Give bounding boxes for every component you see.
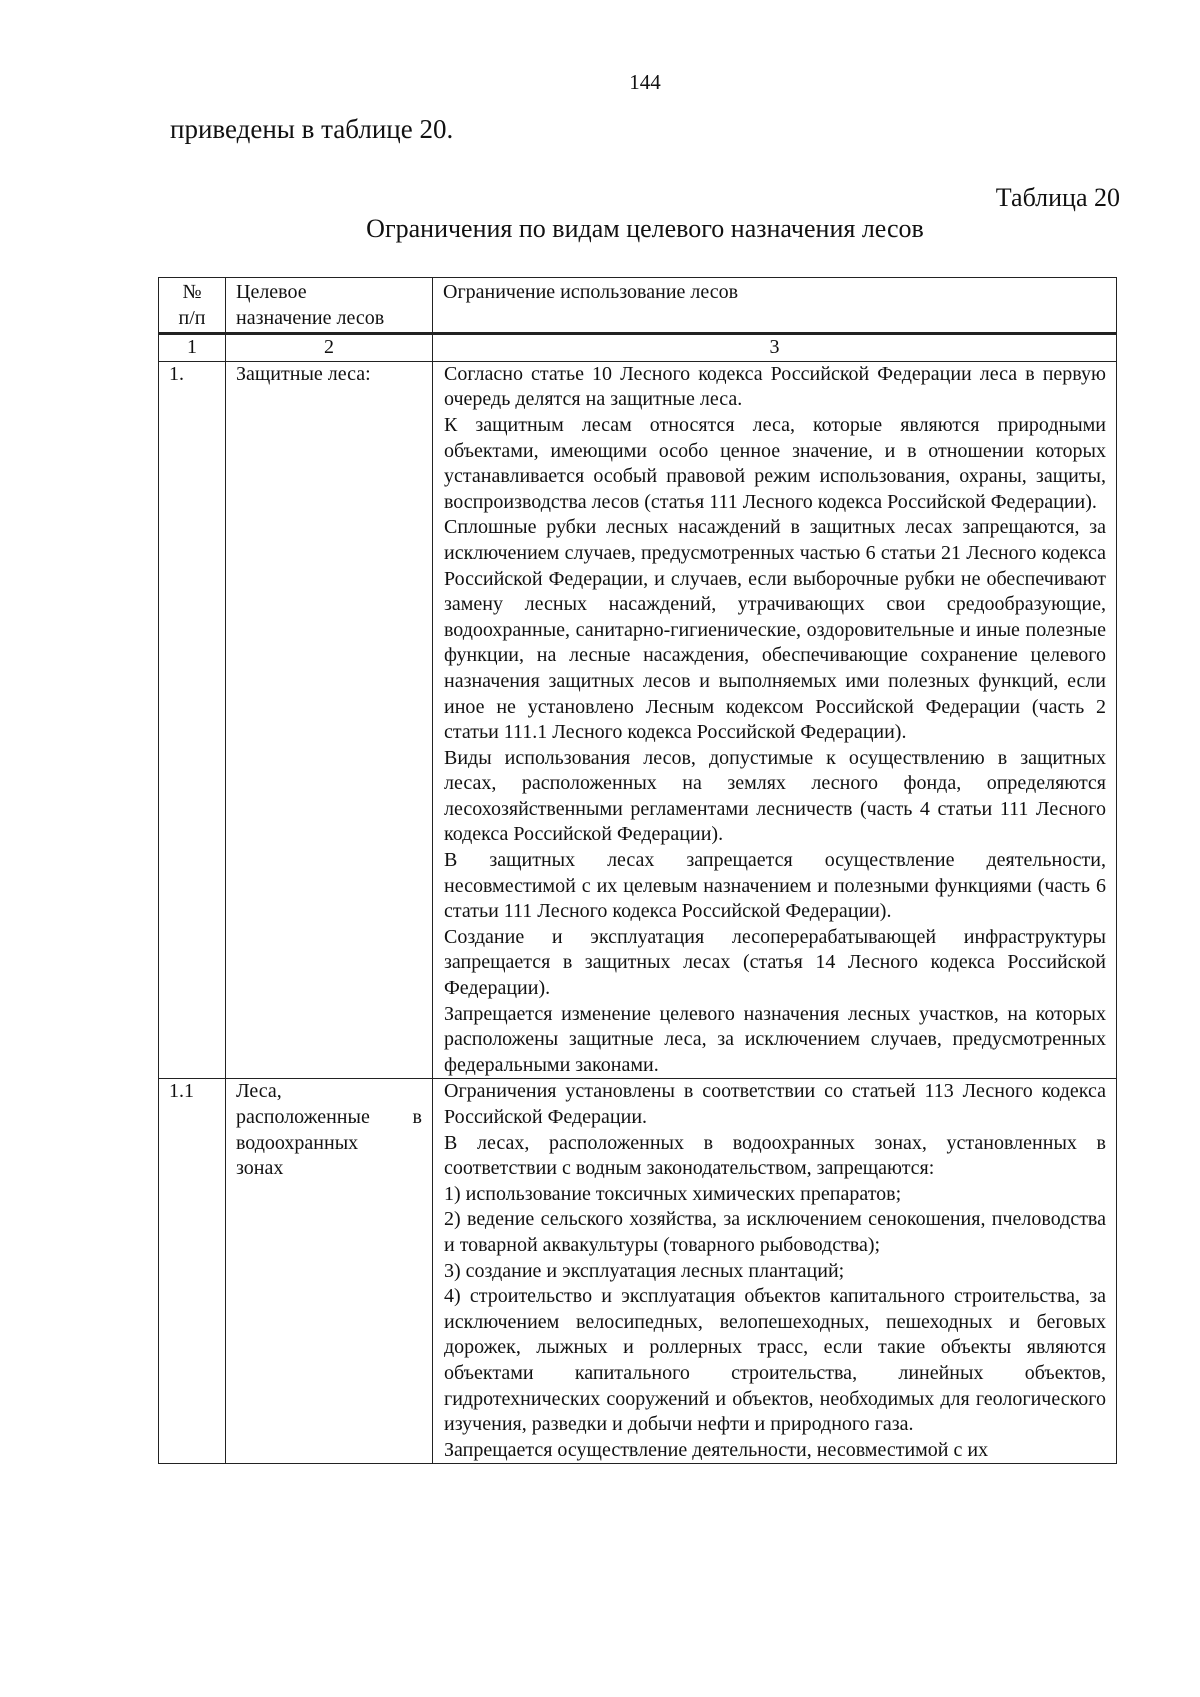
restriction-paragraph: Согласно статье 10 Лесного кодекса Российской Федерации леса в первую очередь делятся на защитные леса.: [444, 362, 1106, 411]
column-number-row: [159, 334, 1117, 362]
restriction-paragraph: Создание и эксплуатация лесоперерабатывающей инфраструктуры запрещается в защитных лесах (статья 14 Лесного кодекса Российской Федерации).: [444, 925, 1106, 1000]
row-purpose-line2: расположенные в: [236, 1106, 422, 1128]
table-row: [159, 1079, 1117, 1464]
restriction-paragraph: В лесах, расположенных в водоохранных зонах, установленных в соответствии с водным законодательством, запрещаются:: [444, 1131, 1106, 1180]
row-restriction-text: [433, 1079, 1117, 1464]
column-number-1: 1: [159, 334, 226, 362]
row-purpose-line1: Леса,: [236, 1080, 282, 1103]
restriction-paragraph: Ограничения установлены в соответствии со статьей 113 Лесного кодекса Российской Федерации.: [444, 1080, 1106, 1128]
restriction-paragraph: Виды использования лесов, допустимые к осуществлению в защитных лесах, расположенных на землях лесного фонда, определяются лесохозяйственными регламентами лесничеств (часть 4 статьи 111 Лесного кодекса Российской Федерации).: [444, 746, 1106, 846]
restriction-paragraph: 2) ведение сельского хозяйства, за исключением сенокошения, пчеловодства и товарной аквакультуры (товарного рыбоводства);: [444, 1208, 1106, 1256]
restriction-paragraph: К защитным лесам относятся леса, которые являются природными объектами, имеющими особо ценное значение, и в отношении которых устанавливается особый правовой режим использования, охраны, защиты, воспроизводства лесов (статья 111 Лесного кодекса Российской Федерации).: [444, 413, 1106, 513]
restrictions-table: [158, 277, 1117, 1464]
restriction-paragraph: Сплошные рубки лесных насаждений в защитных лесах запрещаются, за исключением случаев, предусмотренных частью 6 статьи 21 Лесного кодекса Российской Федерации, и случаев, если выборочные рубки не обеспечивают замену лесных насаждений, утрачивающих свои средообразующие, водоохранные, санитарно-гигиенические, оздоровительные и иные полезные функции, на лесные насаждения, обеспечивающие сохранение целевого назначения защитных лесов и выполняемых ими полезных функций, если иное не установлено Лесным кодексом Российской Федерации (часть 2 статьи 111.1 Лесного кодекса Российской Федерации).: [444, 516, 1106, 744]
header-number-cell: [159, 278, 226, 334]
row-purpose-line3: водоохранных: [236, 1131, 359, 1154]
row-number: 1.: [159, 361, 226, 1079]
page-number: 144: [629, 70, 661, 94]
row-number: 1.1: [159, 1079, 226, 1464]
row-restriction-text: [433, 361, 1117, 1079]
restriction-paragraph: Запрещается осуществление деятельности, несовместимой с их: [444, 1438, 989, 1461]
header-purpose-cell: [226, 278, 433, 334]
table-row: [159, 361, 1117, 1079]
table-title: Ограничения по видам целевого назначения лесов: [366, 214, 924, 243]
lead-text: приведены в таблице 20.: [170, 114, 454, 144]
header-purpose-line2: назначение лесов: [236, 306, 385, 329]
restriction-paragraph: 1) использование токсичных химических препаратов;: [444, 1182, 902, 1205]
row-purpose: Защитные леса:: [226, 361, 433, 1079]
header-restriction-cell: Ограничение использование лесов: [433, 278, 1117, 334]
restriction-paragraph: В защитных лесах запрещается осуществление деятельности, несовместимой с их целевым назначением и полезными функциями (часть 6 статьи 111 Лесного кодекса Российской Федерации).: [444, 849, 1106, 923]
header-number-line2: п/п: [178, 306, 206, 329]
row-purpose: [226, 1079, 433, 1464]
column-number-3: 3: [433, 334, 1117, 362]
row-purpose-line4: зонах: [236, 1157, 284, 1180]
header-number-line1: №: [182, 281, 202, 303]
restriction-paragraph: 4) строительство и эксплуатация объектов капитального строительства, за исключением велосипедных, велопешеходных, пешеходных и беговых дорожек, лыжных и роллерных трасс, если такие объекты являются объектами капитального строительства, линейных объектов, гидротехнических сооружений и объектов, необходимых для геологического изучения, разведки и добычи нефти и природного газа.: [444, 1285, 1106, 1436]
restriction-paragraph: Запрещается изменение целевого назначения лесных участков, на которых расположены защитные леса, за исключением случаев, предусмотренных федеральными законами.: [444, 1002, 1106, 1076]
restriction-paragraph: 3) создание и эксплуатация лесных плантаций;: [444, 1259, 845, 1282]
column-number-2: 2: [226, 334, 433, 362]
header-purpose-line1: Целевое: [236, 281, 307, 303]
table-label: Таблица 20: [995, 183, 1120, 212]
table-header-row: [159, 278, 1117, 334]
